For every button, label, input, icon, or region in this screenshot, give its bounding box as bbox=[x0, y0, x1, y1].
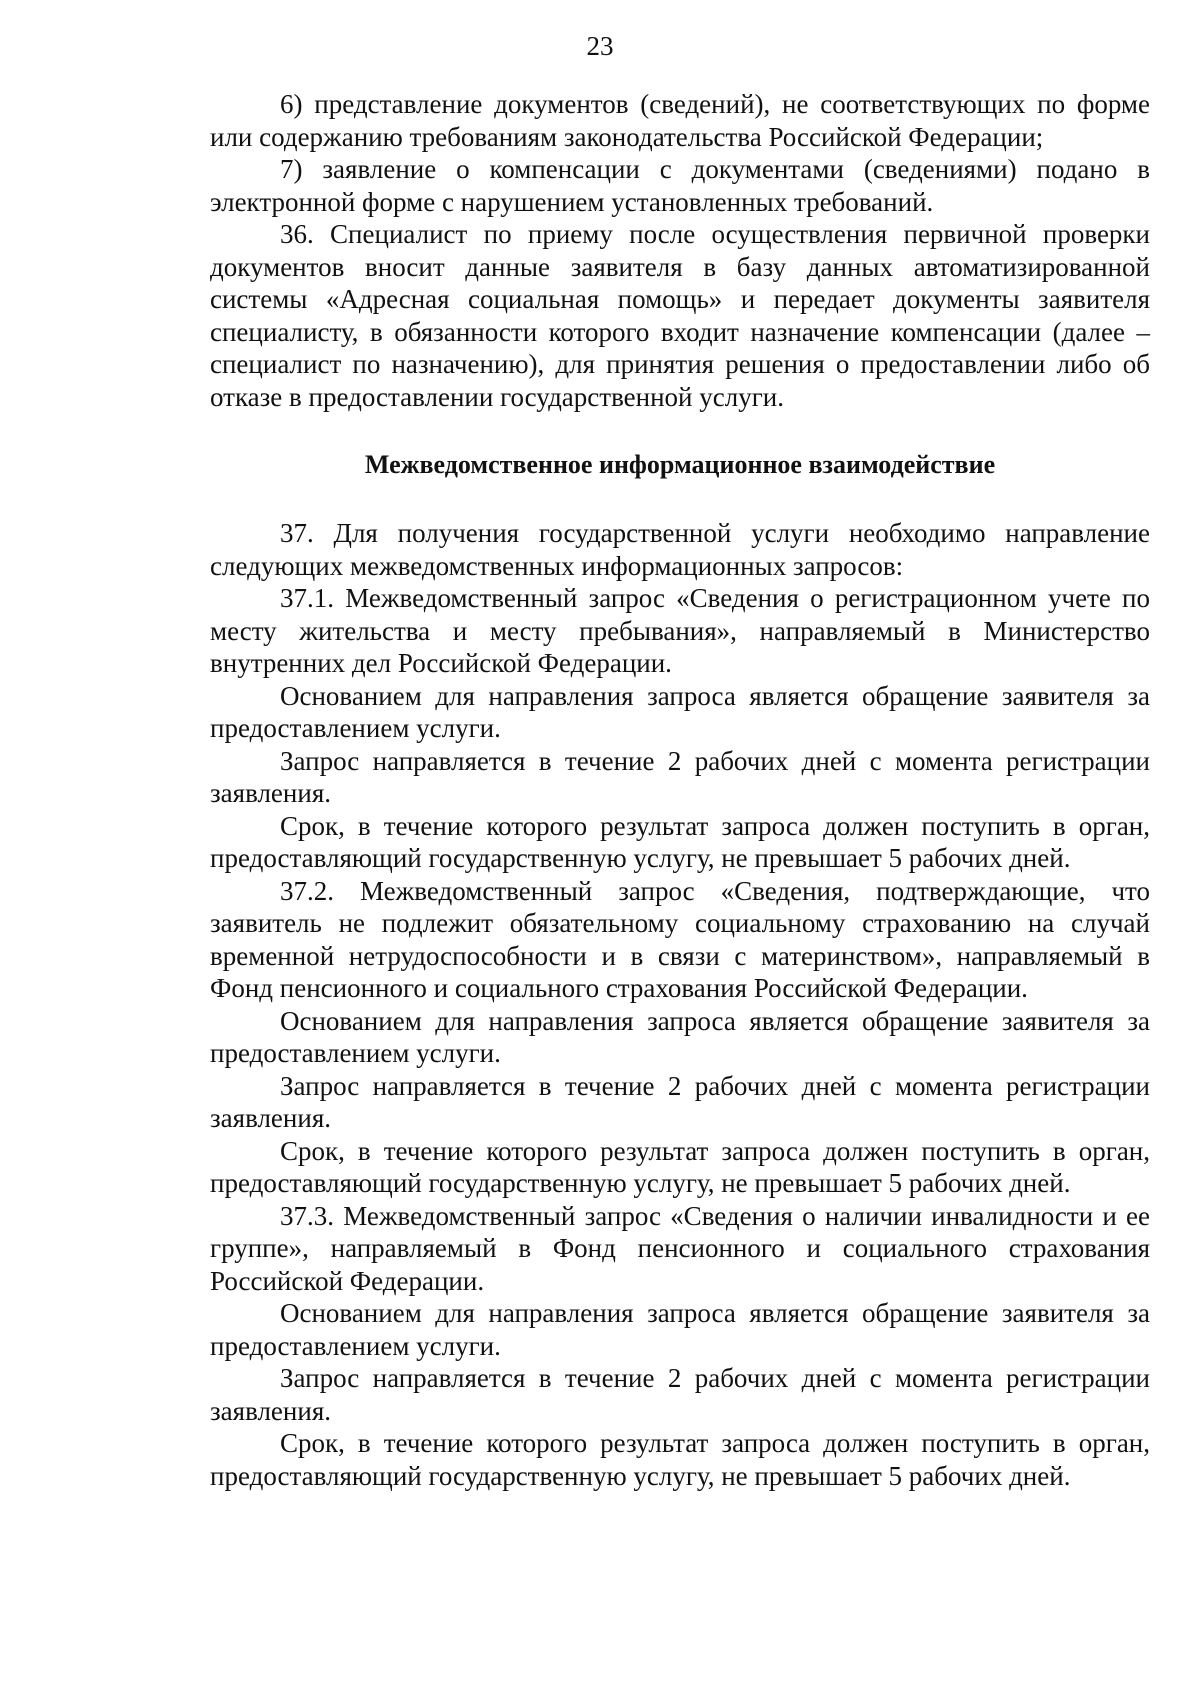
paragraph-37-3-deadline: Срок, в течение которого результат запроса должен поступить в орган, предоставляющий государственную услугу, не превышает 5 рабочих дней. bbox=[210, 1428, 1150, 1491]
paragraph-item-7: 7) заявление о компенсации с документами (сведениями) подано в электронной форме с нарушением установленных требований. bbox=[210, 154, 1150, 217]
paragraph-item-6: 6) представление документов (сведений), не соответствующих по форме или содержанию требованиям законодательства Российской Федерации; bbox=[210, 89, 1150, 152]
paragraph-37-3-basis: Основанием для направления запроса является обращение заявителя за предоставлением услуги. bbox=[210, 1298, 1150, 1361]
paragraph-37-1-request-time: Запрос направляется в течение 2 рабочих дней с момента регистрации заявления. bbox=[210, 745, 1150, 808]
paragraph-37-1-basis: Основанием для направления запроса является обращение заявителя за предоставлением услуги. bbox=[210, 680, 1150, 743]
paragraph-36: 36. Специалист по приему после осуществления первичной проверки документов вносит данные заявителя в базу данных автоматизированной системы «Адресная социальная помощь» и передает документы заявителя специалисту, в обязанности которого входит назначение компенсации (далее – специалист по назначению), для принятия решения о предоставлении либо об отказе в предоставлении государственной услуги. bbox=[210, 219, 1150, 412]
paragraph-37-1: 37.1. Межведомственный запрос «Сведения о регистрационном учете по месту жительства и месту пребывания», направляемый в Министерство внутренних дел Российской Федерации. bbox=[210, 583, 1150, 678]
page-number: 23 bbox=[586, 31, 614, 61]
paragraph-37-1-deadline: Срок, в течение которого результат запроса должен поступить в орган, предоставляющий государственную услугу, не превышает 5 рабочих дней. bbox=[210, 810, 1150, 873]
paragraph-37: 37. Для получения государственной услуги необходимо направление следующих межведомственных информационных запросов: bbox=[210, 518, 1150, 581]
paragraph-37-3-request-time: Запрос направляется в течение 2 рабочих дней с момента регистрации заявления. bbox=[210, 1363, 1150, 1426]
document-body bbox=[210, 88, 1150, 1492]
paragraph-37-2-basis: Основанием для направления запроса является обращение заявителя за предоставлением услуги. bbox=[210, 1005, 1150, 1068]
section-heading: Межведомственное информационное взаимодействие bbox=[364, 450, 996, 479]
paragraph-37-3: 37.3. Межведомственный запрос «Сведения о наличии инвалидности и ее группе», направляемый в Фонд пенсионного и социального страхования Российской Федерации. bbox=[210, 1200, 1150, 1296]
paragraph-37-2-request-time: Запрос направляется в течение 2 рабочих дней с момента регистрации заявления. bbox=[210, 1070, 1150, 1133]
paragraph-37-2: 37.2. Межведомственный запрос «Сведения, подтверждающие, что заявитель не подлежит обязательному социальному страхованию на случай временной нетрудоспособности и в связи с материнством», направляемый в Фонд пенсионного и социального страхования Российской Федерации. bbox=[210, 875, 1150, 1003]
paragraph-37-2-deadline: Срок, в течение которого результат запроса должен поступить в орган, предоставляющий государственную услугу, не превышает 5 рабочих дней. bbox=[210, 1135, 1150, 1198]
